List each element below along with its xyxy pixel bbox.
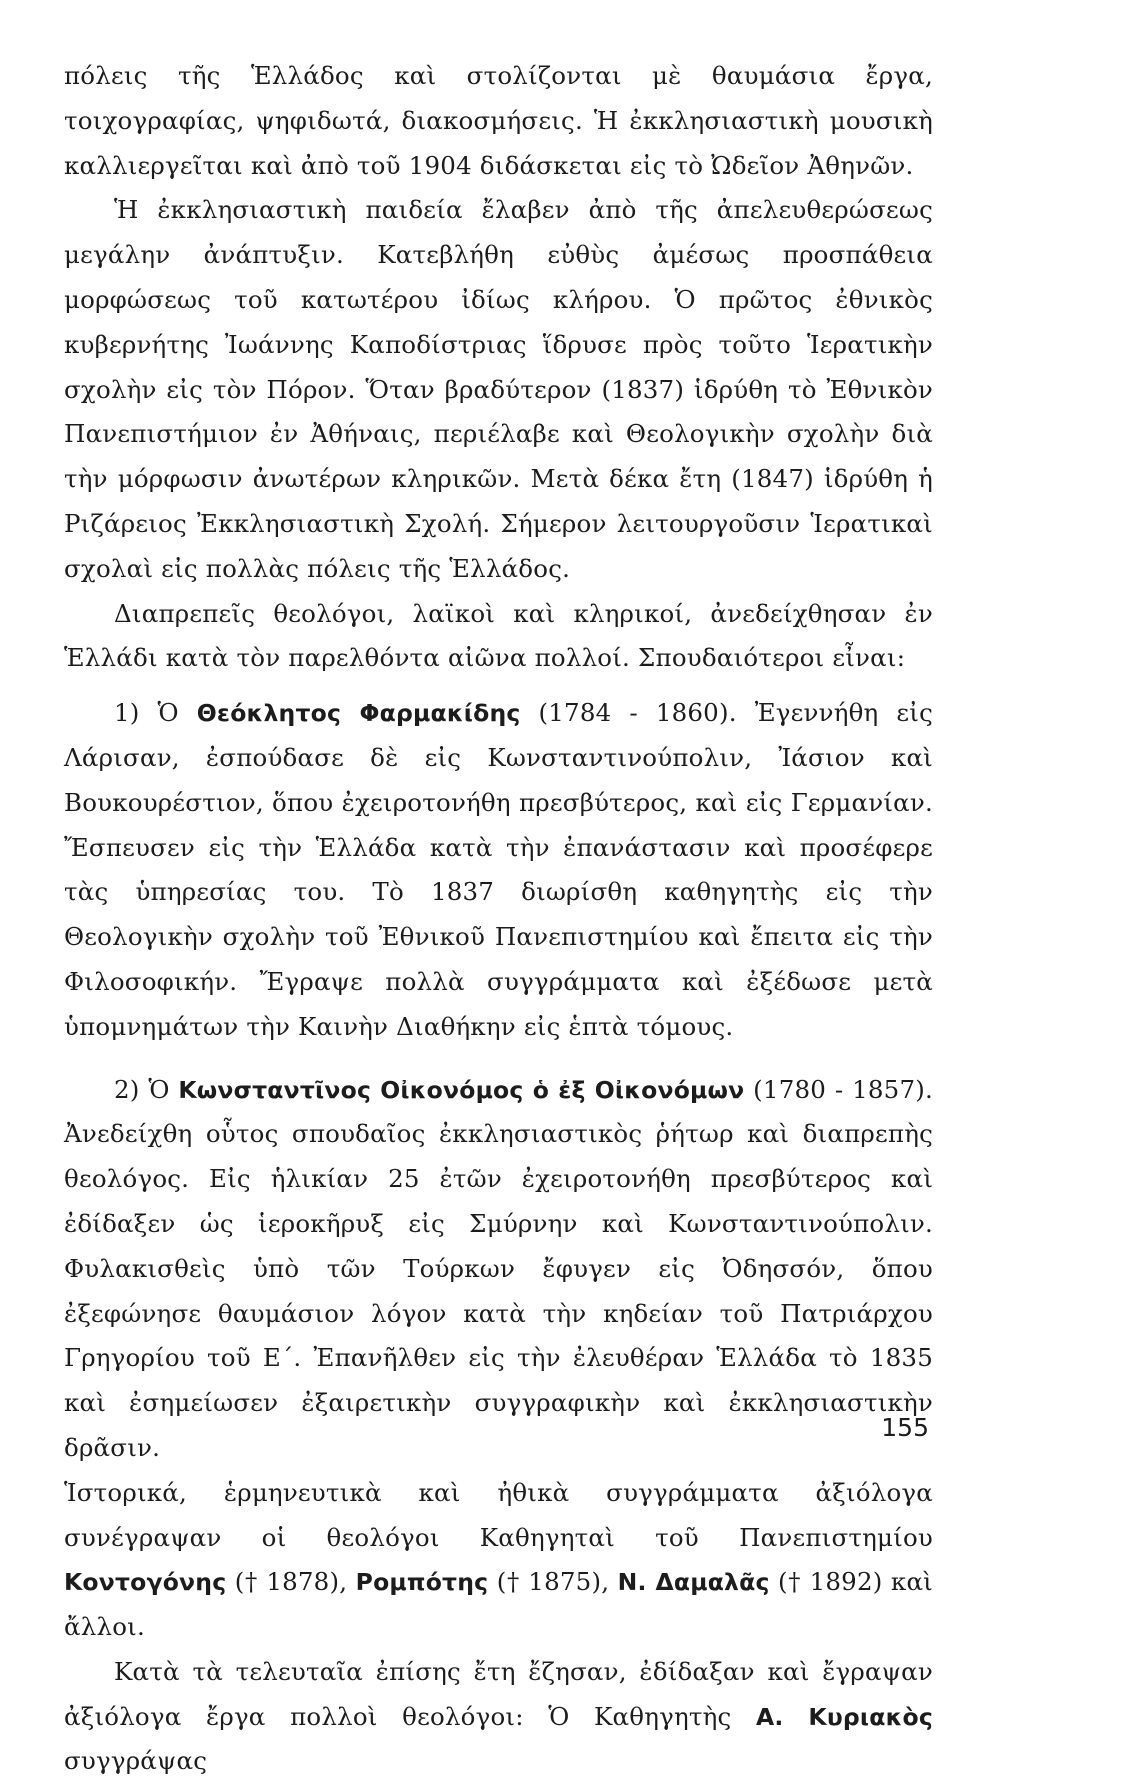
item-number-2: 2) Ὁ [114, 1074, 179, 1104]
page-number: 155 [881, 1413, 929, 1442]
bold-name-kontogonis: Κοντογόνης [64, 1568, 227, 1597]
paragraph-1: πόλεις τῆς Ἑλλάδος καὶ στολίζονται μὲ θαυμάσια ἔργα, τοιχογραφίας, ψηφιδωτά, διακοσμήσεις. Ἡ ἐκκλησιαστικὴ μουσικὴ καλλιεργεῖται καὶ ἀπὸ τοῦ 1904 διδάσκεται εἰς τὸ Ὠδεῖον Ἀθηνῶν. [64, 61, 933, 180]
paragraph-5 [64, 1068, 933, 1471]
paragraph-6 [64, 1471, 933, 1650]
paragraph-4-text: (1784 - 1860). Ἐγεννήθη εἰς Λάρισαν, ἐσπούδασε δὲ εἰς Κωνσταντινούπολιν, Ἰάσιον καὶ Βουκουρέστιον, ὅπου ἐχειροτονήθη πρεσβύτερος, καὶ εἰς Γερμανίαν. Ἔσπευσεν εἰς τὴν Ἑλλάδα κατὰ τὴν ἐπανάστασιν καὶ προσέφερε τὰς ὑπηρεσίας του. Τὸ 1837 διωρίσθη καθηγητὴς εἰς τὴν Θεολογικὴν σχολὴν τοῦ Ἐθνικοῦ Πανεπιστημίου καὶ ἔπειτα εἰς τὴν Φιλοσοφικήν. Ἔγραψε πολλὰ συγγράμματα καὶ ἐξέδωσε μετὰ ὑπομνημάτων τὴν Καινὴν Διαθήκην εἰς ἑπτὰ τόμους. [64, 698, 934, 1041]
bold-name-rompotis: Ρομπότης [355, 1568, 489, 1597]
paragraph-6-text-4: († 1892) καὶ ἄλλοι. [64, 1567, 933, 1642]
bold-name-kyriakos: Α. Κυριακὸς [755, 1702, 933, 1731]
paragraph-4 [64, 691, 933, 1049]
bold-name-damalas: Ν. Δαμαλᾶς [617, 1568, 770, 1597]
paragraph-6-text-2: († 1878), [226, 1567, 356, 1597]
bold-name-oikonomos: Κωνσταντῖνος Οἰκονόμος ὁ ἐξ Οἰκονόμων [178, 1075, 745, 1104]
paragraph-3: Διαπρεπεῖς θεολόγοι, λαϊκοὶ καὶ κληρικοί, ἀνεδείχθησαν ἐν Ἑλλάδι κατὰ τὸν παρελθόντα αἰῶνα πολλοί. Σπουδαιότεροι εἶναι: [64, 598, 933, 673]
paragraph-7 [64, 1650, 933, 1784]
paragraph-7-text-2: συγγράψας [64, 1746, 208, 1776]
paragraph-5-text: (1780 - 1857). Ἀνεδείχθη οὗτος σπουδαῖος ἐκκλησιαστικὸς ῥήτωρ καὶ διαπρεπὴς θεολόγος. Εἰς ἡλικίαν 25 ἐτῶν ἐχειροτονήθη πρεσβύτερος καὶ ἐδίδαξεν ὡς ἱεροκῆρυξ εἰς Σμύρνην καὶ Κωνσταντινούπολιν. Φυλακισθεὶς ὑπὸ τῶν Τούρκων ἔφυγεν εἰς Ὀδησσόν, ὅπου ἐξεφώνησε θαυμάσιον λόγον κατὰ τὴν κηδείαν τοῦ Πατριάρχου Γρηγορίου τοῦ Ε΄. Ἐπανῆλθεν εἰς τὴν ἐλευθέραν Ἑλλάδα τὸ 1835 καὶ ἐσημείωσεν ἐξαιρετικὴν συγγραφικὴν καὶ ἐκκλησιαστικὴν δρᾶσιν. [64, 1074, 933, 1462]
paragraph-2: Ἡ ἐκκλησιαστικὴ παιδεία ἔλαβεν ἀπὸ τῆς ἀπελευθερώσεως μεγάλην ἀνάπτυξιν. Κατεβλήθη εὐθὺς ἀμέσως προσπάθεια μορφώσεως τοῦ κατωτέρου ἰδίως κλήρου. Ὁ πρῶτος ἐθνικὸς κυβερνήτης Ἰωάννης Καποδίστριας ἵδρυσε πρὸς τοῦτο Ἱερατικὴν σχολὴν εἰς τὸν Πόρον. Ὅταν βραδύτερον (1837) ἱδρύθη τὸ Ἐθνικὸν Πανεπιστήμιον ἐν Ἀθήναις, περιέλαβε καὶ Θεολογικὴν σχολὴν διὰ τὴν μόρφωσιν ἀνωτέρων κληρικῶν. Μετὰ δέκα ἔτη (1847) ἱδρύθη ἡ Ριζάρειος Ἐκκλησιαστικὴ Σχολή. Σήμερον λειτουργοῦσιν Ἱερατικαὶ σχολαὶ εἰς πολλὰς πόλεις τῆς Ἑλλάδος. [64, 195, 933, 583]
paragraph-7-text-1: Κατὰ τὰ τελευταῖα ἐπίσης ἔτη ἔζησαν, ἐδίδαξαν καὶ ἔγραψαν ἀξιόλογα ἔργα πολλοὶ θεολόγοι: Ὁ Καθηγητὴς [64, 1656, 933, 1731]
item-number-1: 1) Ὁ [114, 698, 197, 728]
paragraph-6-text-3: († 1875), [488, 1567, 618, 1597]
paragraph-6-text-1: Ἱστορικά, ἑρμηνευτικὰ καὶ ἠθικὰ συγγράμματα ἀξιόλογα συνέγραψαν οἱ θεολόγοι Καθηγηταὶ τοῦ Πανεπιστημίου [64, 1477, 933, 1552]
bold-name-farmakidis: Θεόκλητος Φαρμακίδης [196, 699, 521, 728]
